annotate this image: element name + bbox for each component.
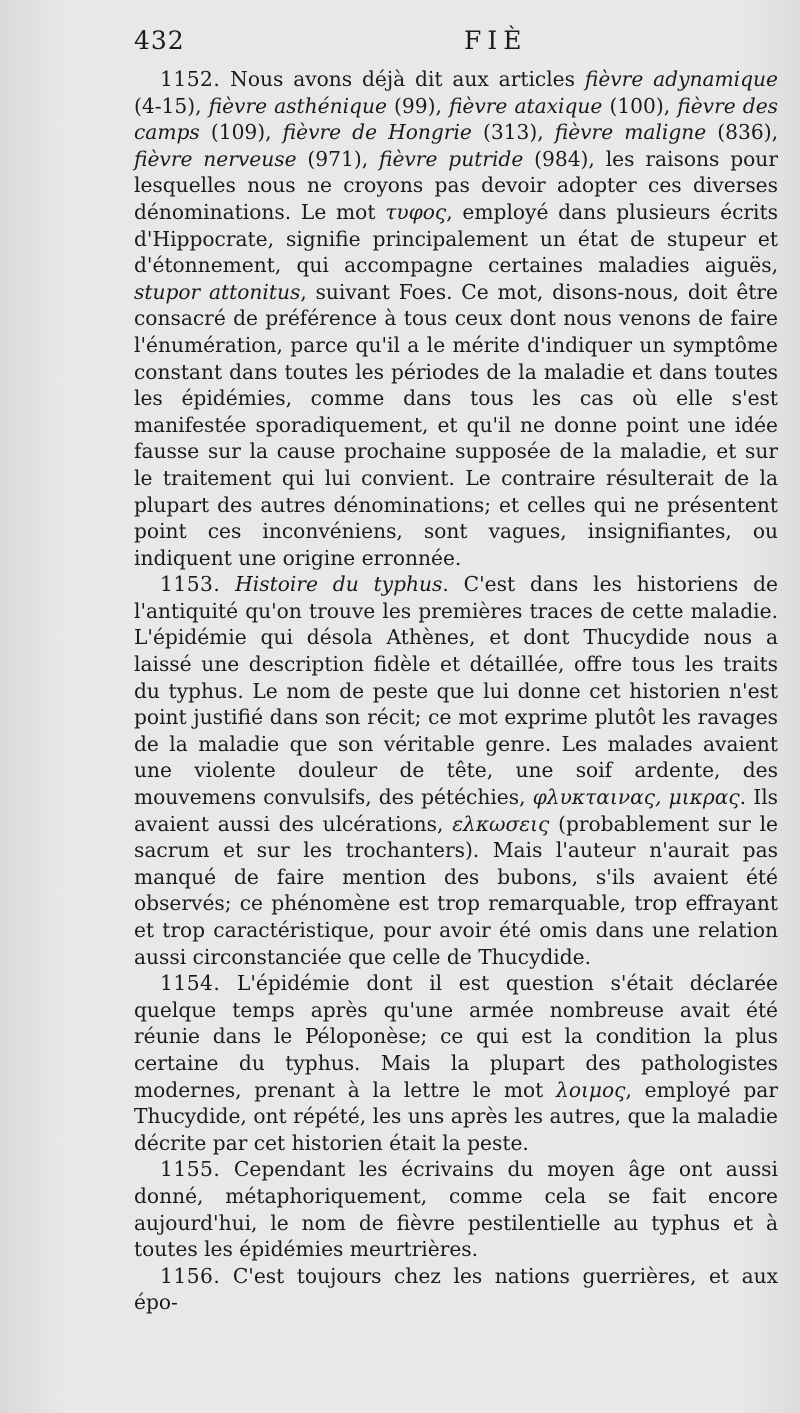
- text-run: (971),: [296, 146, 379, 171]
- italic-term: fièvre adynamique: [584, 67, 779, 91]
- text-run: (836),: [706, 120, 778, 145]
- text-run: L'épidémie dont il est question s'était déclarée quelque temps après qu'une armée nombreuse avait été réunie dans le Péloponèse; ce qui est la condition la plus certaine du typhus. Mais la plupart des pathologistes modernes, prenant à la lettre le mot: [134, 971, 778, 1102]
- text-run: Nous avons déjà dit aux articles: [220, 67, 585, 91]
- italic-term: fièvre des camps: [134, 93, 778, 145]
- greek-word: φλυκταινας, μικρας: [532, 785, 740, 810]
- italic-term: fièvre maligne: [554, 120, 707, 145]
- italic-term: Histoire du typhus: [235, 572, 443, 597]
- paragraph-number: 1153.: [160, 572, 221, 597]
- italic-term: fièvre de Hongrie: [282, 120, 472, 145]
- paragraph-1153: [134, 571, 778, 970]
- paragraph-1155: [134, 1156, 778, 1262]
- text-run: , employé par Thucydide, ont répété, les uns après les autres, que la maladie décrite par cet historien était la peste.: [134, 1077, 778, 1155]
- page-header: [134, 26, 778, 66]
- paragraph-number: 1152.: [160, 67, 221, 91]
- text-run: (99),: [386, 93, 449, 118]
- italic-term: fièvre ataxique: [448, 93, 603, 118]
- paragraph-1152: [134, 66, 778, 571]
- paragraph-number: 1154.: [160, 971, 221, 996]
- greek-word: λοιμος: [556, 1077, 626, 1102]
- italic-term: fièvre putride: [378, 146, 524, 171]
- text-run: , employé dans plusieurs écrits d'Hippocrate, signifie principalement un état de stupeur et d'étonnement, qui accompagne certaines maladies aiguës,: [134, 199, 778, 278]
- text-run: [220, 572, 235, 596]
- text-run: (probablement sur le sacrum et sur les trochanters). Mais l'auteur n'aurait pas manqué de faire mention des bubons, s'ils avaient été observés; ce phénomène est trop remarquable, trop effrayant et trop caractéristique, pour avoir été omis dans une relation aussi circonstanciée que celle de Thucydide.: [134, 811, 778, 969]
- italic-term: fièvre asthénique: [208, 93, 387, 118]
- paragraph-number: 1156.: [160, 1263, 221, 1288]
- text-run: (313),: [471, 120, 555, 145]
- italic-term: fièvre nerveuse: [134, 146, 297, 171]
- body-text: [134, 66, 778, 1316]
- text-run: (109),: [199, 120, 283, 145]
- text-run: Cependant les écrivains du moyen âge ont aussi donné, métaphoriquement, comme cela se fait encore aujourd'hui, le nom de fièvre pestilentielle au typhus et à toutes les épidémies meurtrières.: [134, 1157, 778, 1262]
- greek-word: ελκωσεις: [452, 811, 550, 836]
- running-head: FIÈ: [464, 26, 528, 55]
- text-run: (100),: [602, 93, 678, 118]
- text-run: C'est toujours chez les nations guerrières, et aux épo-: [134, 1263, 778, 1315]
- paragraph-1154: [134, 970, 778, 1156]
- greek-word: τυφος: [385, 199, 447, 224]
- page-number: 432: [134, 26, 185, 55]
- text-run: . C'est dans les historiens de l'antiquité qu'on trouve les premières traces de cette maladie. L'épidémie qui désola Athènes, et dont Thucydide nous a laissé une description fidèle et détaillée, offre tous les traits du typhus. Le nom de peste que lui donne cet historien n'est point justifié dans son récit; ce mot exprime plutôt les ravages de la maladie que son véritable genre. Les malades avaient une violente douleur de tête, une soif ardente, des mouvemens convulsifs, des pétéchies,: [134, 572, 778, 810]
- text-run: , suivant Foes. Ce mot, disons-nous, doit être consacré de préférence à tous ceux dont nous venons de faire l'énumération, parce qu'il a le mérite d'indiquer un symptôme constant dans toutes les périodes de la maladie et dans toutes les épidémies, comme dans tous les cas où elle s'est manifestée sporadiquement, et qu'il ne donne point une idée fausse sur la cause prochaine supposée de la maladie, et sur le traitement qui lui convient. Le contraire résulterait de la plupart des autres dénominations; et celles qui ne présentent point ces inconvéniens, sont vagues, insignifiantes, ou indiquent une origine erronnée.: [134, 279, 778, 570]
- italic-term: stupor attonitus: [134, 279, 301, 304]
- text-run: (4-15),: [134, 93, 209, 118]
- paragraph-1156: [134, 1263, 778, 1316]
- text-run: . Ils avaient aussi des ulcérations,: [134, 785, 779, 836]
- paragraph-number: 1155.: [160, 1157, 221, 1182]
- text-run: (984), les raisons pour lesquelles nous ne croyons pas devoir adopter ces diverses dénominations. Le mot: [134, 146, 778, 224]
